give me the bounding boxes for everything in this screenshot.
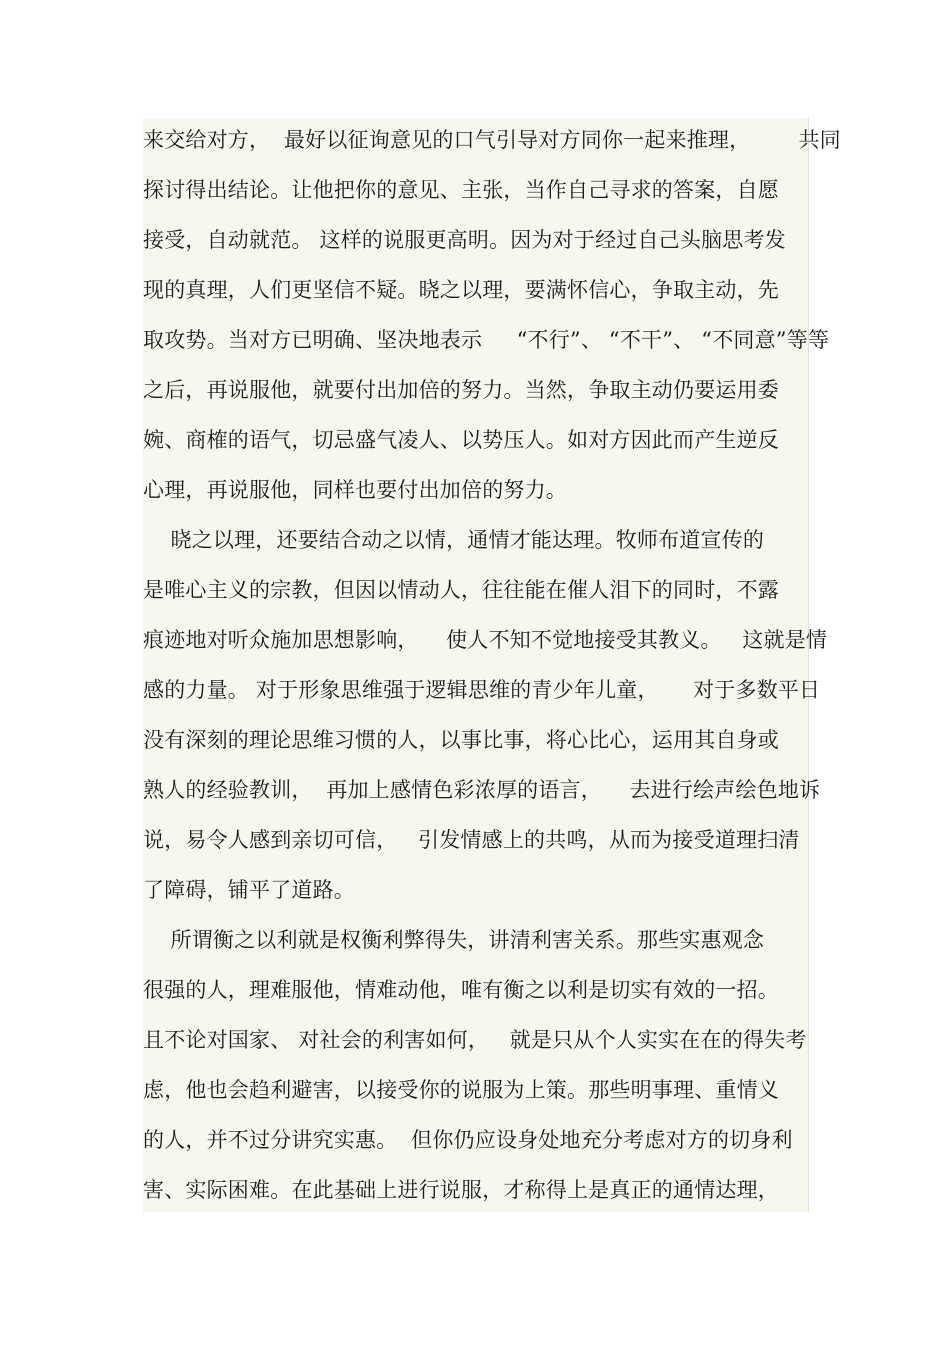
text-line: 且不论对国家、 对社会的利害如何， 就是只从个人实实在在的得失考	[143, 1028, 807, 1052]
text-line: 是唯心主义的宗教，但因以情动人，往往能在催人泪下的同时，不露	[143, 578, 779, 602]
text-line: 探讨得出结论。让他把你的意见、主张，当作自己寻求的答案，自愿	[143, 178, 779, 202]
text-line: 害、实际困难。在此基础上进行说服，才称得上是真正的通情达理，	[143, 1178, 779, 1202]
text-line: 所谓衡之以利就是权衡利弊得失，讲清利害关系。那些实惠观念	[143, 928, 765, 952]
text-line: 晓之以理，还要结合动之以情，通情才能达理。牧师布道宣传的	[143, 528, 765, 552]
text-line: 取攻势。当对方已明确、坚决地表示 “不行”、 “不干”、 “不同意”等等	[143, 328, 830, 352]
text-line: 现的真理，人们更坚信不疑。晓之以理，要满怀信心，争取主动，先	[143, 278, 779, 302]
text-line: 之后，再说服他，就要付出加倍的努力。当然，争取主动仍要运用委	[143, 378, 779, 402]
text-line: 虑，他也会趋利避害，以接受你的说服为上策。那些明事理、重情义	[143, 1078, 779, 1102]
text-line: 了障碍，铺平了道路。	[143, 878, 355, 902]
text-line: 婉、商榷的语气，切忌盛气凌人、以势压人。如对方因此而产生逆反	[143, 428, 779, 452]
text-line: 痕迹地对听众施加思想影响， 使人不知不觉地接受其教义。 这就是情	[143, 628, 828, 652]
text-line: 来交给对方， 最好以征询意见的口气引导对方同你一起来推理， 共同	[143, 128, 841, 152]
text-line: 很强的人，理难服他，情难动他，唯有衡之以利是切实有效的一招。	[143, 978, 779, 1002]
text-line: 感的力量。 对于形象思维强于逻辑思维的青少年儿童， 对于多数平日	[143, 678, 821, 702]
text-block	[143, 118, 841, 1212]
text-line: 心理，再说服他，同样也要付出加倍的努力。	[143, 478, 567, 502]
text-line: 说，易令人感到亲切可信， 引发情感上的共鸣，从而为接受道理扫清	[143, 828, 800, 852]
text-line: 的人，并不过分讲究实惠。 但你仍应设身处地充分考虑对方的切身利	[143, 1128, 793, 1152]
text-line: 熟人的经验教训， 再加上感情色彩浓厚的语言， 去进行绘声绘色地诉	[143, 778, 821, 802]
text-line: 接受，自动就范。 这样的说服更高明。因为对于经过自己头脑思考发	[143, 228, 786, 252]
text-line: 没有深刻的理论思维习惯的人，以事比事，将心比心，运用其自身或	[143, 728, 779, 752]
